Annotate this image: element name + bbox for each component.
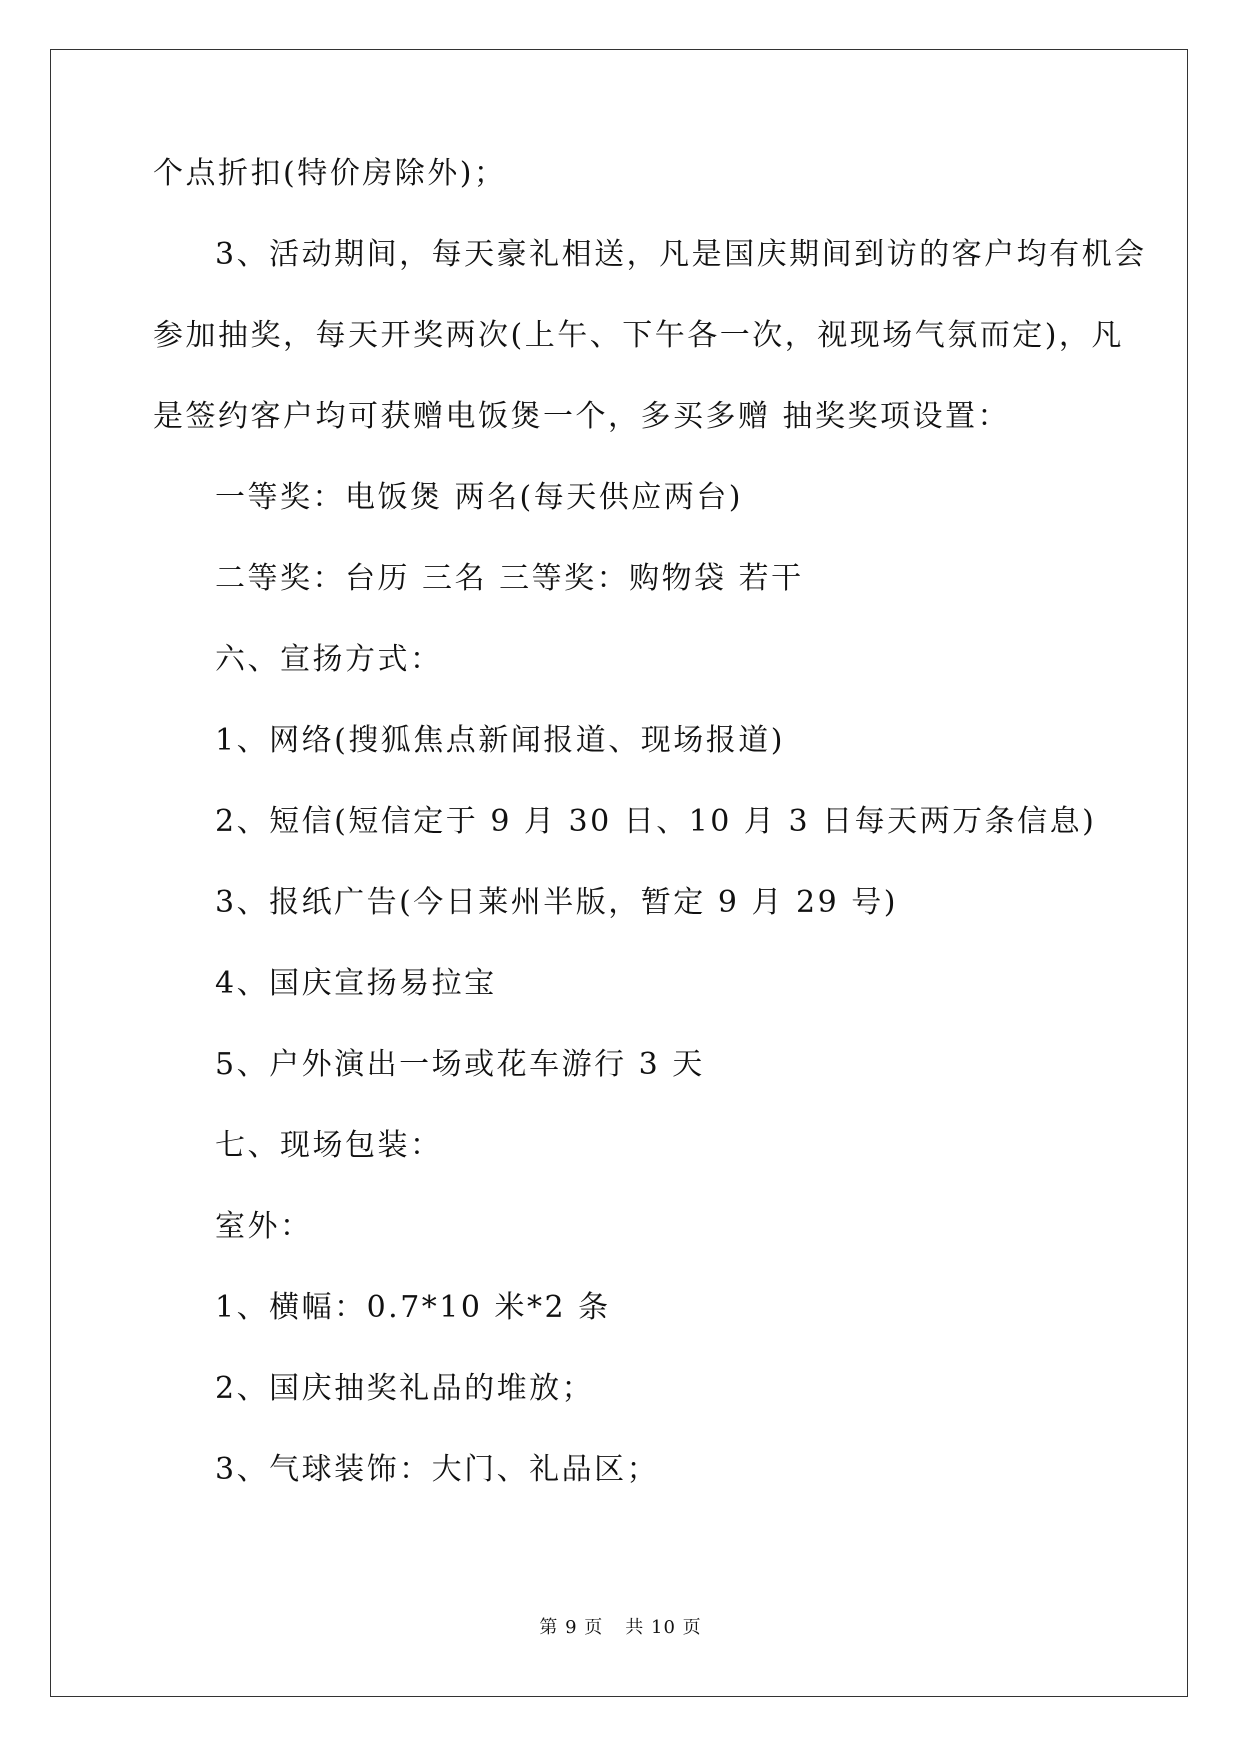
body-line-9: 2、短信(短信定于 9 月 30 日、10 月 3 日每天两万条信息) (215, 804, 1097, 839)
body-line-4: 是签约客户均可获赠电饭煲一个，多买多赠 抽奖奖项设置： (153, 399, 1011, 434)
body-line-14: 室外： (215, 1209, 313, 1244)
document-body (153, 155, 1147, 1532)
section-heading-publicity: 六、宣扬方式： (215, 642, 443, 677)
page-number-total: 共 10 页 (625, 1617, 702, 1638)
body-line-10: 3、报纸广告(今日莱州半版，暂定 9 月 29 号) (215, 885, 898, 920)
body-line-3: 参加抽奖，每天开奖两次(上午、下午各一次，视现场气氛而定)，凡 (153, 318, 1124, 353)
section-heading-site-packaging: 七、现场包装： (215, 1128, 443, 1163)
body-line-16: 2、国庆抽奖礼品的堆放； (215, 1371, 595, 1406)
body-line-5: 一等奖：电饭煲 两名(每天供应两台) (215, 480, 743, 515)
body-line-15: 1、横幅：0.7*10 米*2 条 (215, 1290, 611, 1325)
body-line-2: 3、活动期间，每天豪礼相送，凡是国庆期间到访的客户均有机会 (215, 237, 1147, 272)
body-line-17: 3、气球装饰：大门、礼品区； (215, 1452, 660, 1487)
body-line-8: 1、网络(搜狐焦点新闻报道、现场报道) (215, 723, 785, 758)
page-footer (0, 1616, 1241, 1640)
body-line-11: 4、国庆宣扬易拉宝 (215, 966, 497, 1001)
body-line-6: 二等奖：台历 三名 三等奖：购物袋 若干 (215, 561, 804, 596)
body-line-1: 个点折扣(特价房除外)； (153, 156, 507, 191)
body-line-12: 5、户外演出一场或花车游行 3 天 (215, 1047, 705, 1082)
page-number-current: 第 9 页 (539, 1617, 604, 1638)
